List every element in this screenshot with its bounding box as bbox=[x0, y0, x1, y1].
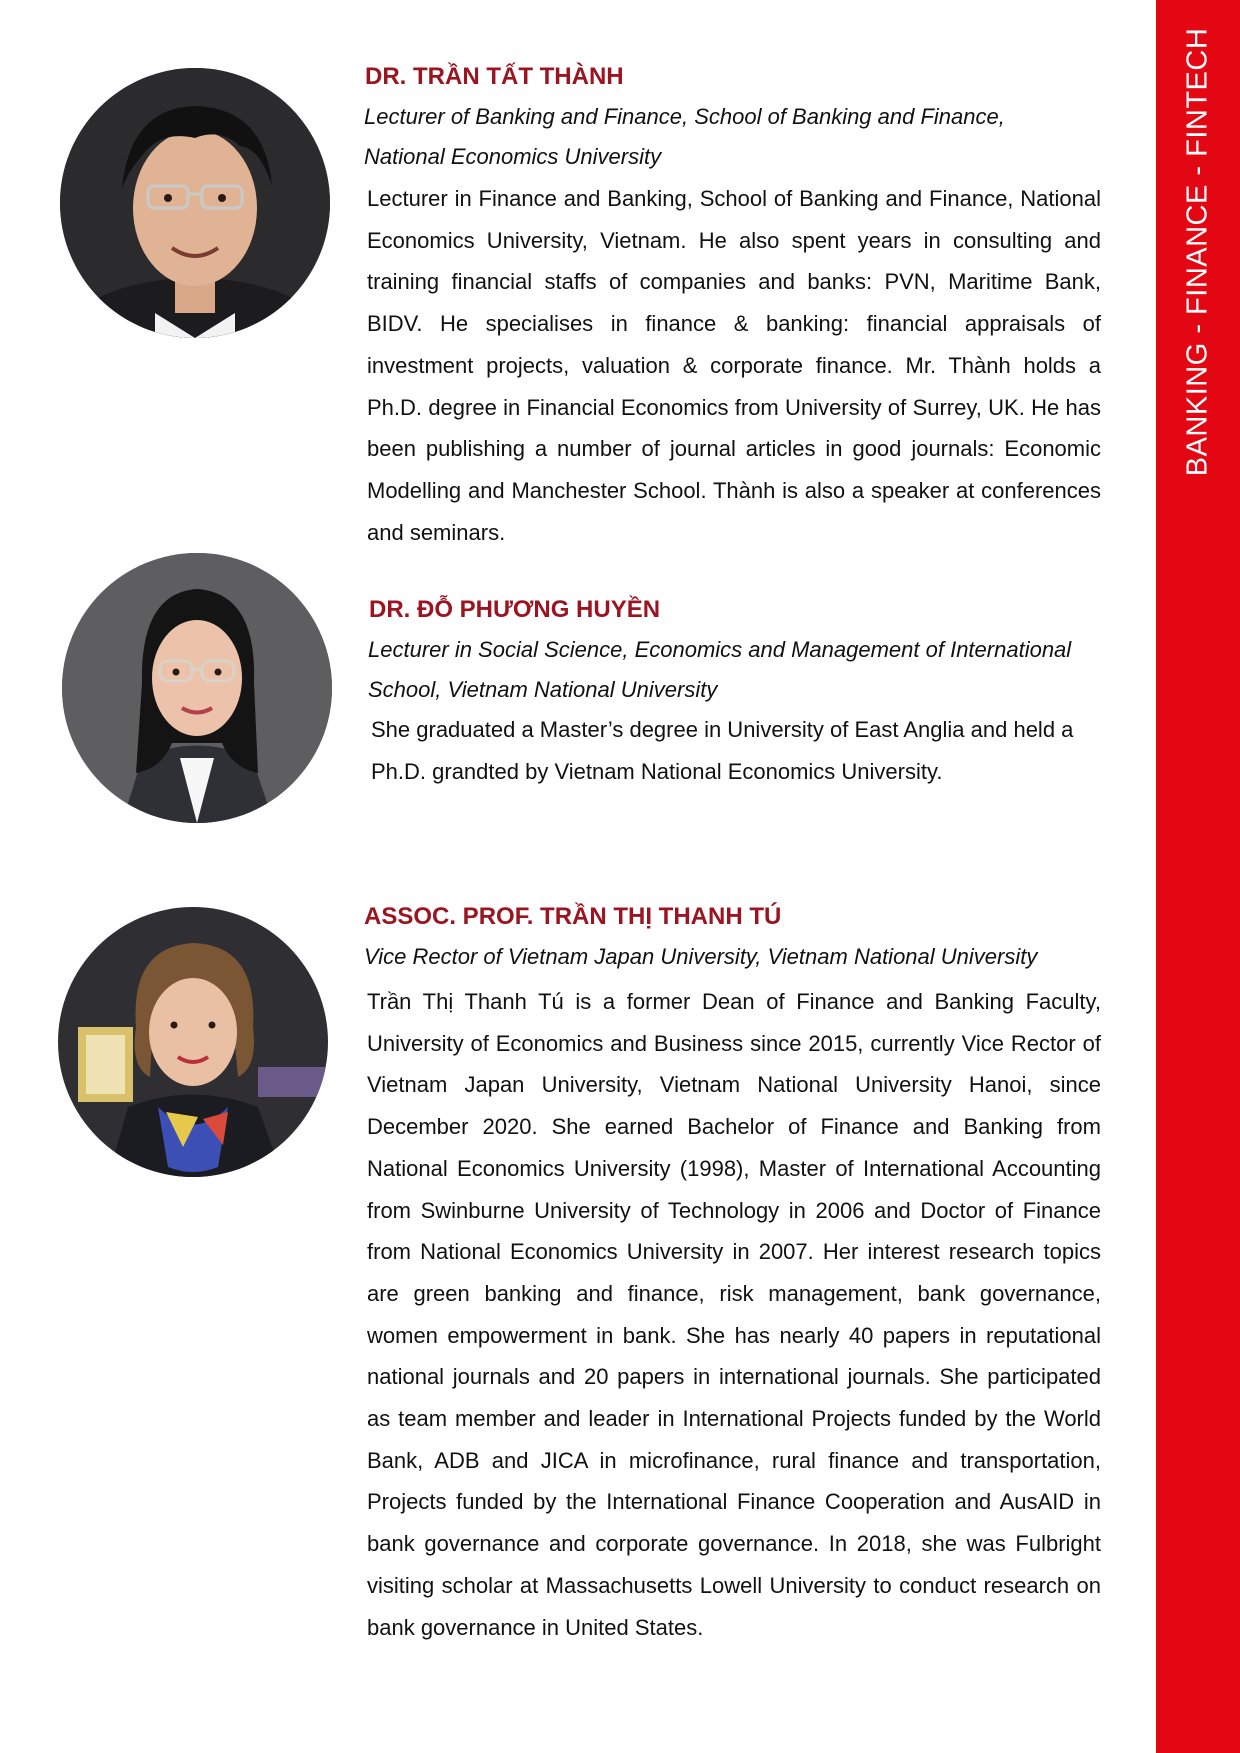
profile-name: DR. ĐỖ PHƯƠNG HUYỀN bbox=[369, 596, 661, 623]
profile-bio: She graduated a Master’s degree in University of East Anglia and held a Ph.D. grandted by Vietnam National Economics University. bbox=[371, 717, 1074, 784]
profile-bio: Trần Thị Thanh Tú is a former Dean of Finance and Banking Faculty, University of Economics and Business since 2015, currently Vice Rector of Vietnam Japan University, Vietnam National University Hanoi, since December 2020. She earned Bachelor of Finance and Banking from National Economics University (1998), Master of International Accounting from Swinburne University of Technology in 2006 and Doctor of Finance from National Economics University in 2007. Her interest research topics are green banking and finance, risk management, bank governance, women empowerment in bank. She has nearly 40 papers in reputational national journals and 20 papers in international journals. She participated as team member and leader in International Projects funded by the World Bank, ADB and JICA in microfinance, rural finance and transportation, Projects funded by the International Finance Cooperation and AusAID in bank governance and corporate governance. In 2018, she was Fulbright visiting scholar at Massachusetts Lowell University to conduct research on bank governance in United States. bbox=[367, 989, 1101, 1640]
profile-name: DR. TRẦN TẤT THÀNH bbox=[365, 63, 624, 90]
profile-photo-tu bbox=[58, 907, 328, 1177]
profile-title: Lecturer of Banking and Finance, School of Banking and Finance, National Economics University bbox=[364, 104, 1005, 169]
profile-photo-huyen bbox=[62, 553, 332, 823]
profile-bio: Lecturer in Finance and Banking, School of Banking and Finance, National Economics University, Vietnam. He also spent years in consulting and training financial staffs of companies and banks: PVN, Maritime Bank, BIDV. He specialises in finance & banking: financial appraisals of investment projects, valuation & corporate finance. Mr. Thành holds a Ph.D. degree in Financial Economics from University of Surrey, UK. He has been publishing a number of journal articles in good journals: Economic Modelling and Manchester School. Thành is also a speaker at conferences and seminars. bbox=[367, 186, 1101, 545]
profile-name: ASSOC. PROF. TRẦN THỊ THANH TÚ bbox=[364, 903, 782, 930]
profile-title: Lecturer in Social Science, Economics and Management of International School, Vietnam National University bbox=[368, 637, 1072, 702]
profile-photo-thanh bbox=[60, 68, 330, 338]
profile-title: Vice Rector of Vietnam Japan University, Vietnam National University bbox=[364, 944, 1038, 969]
sidebar-label: BANKING - FINANCE - FINTECH bbox=[1181, 27, 1214, 477]
